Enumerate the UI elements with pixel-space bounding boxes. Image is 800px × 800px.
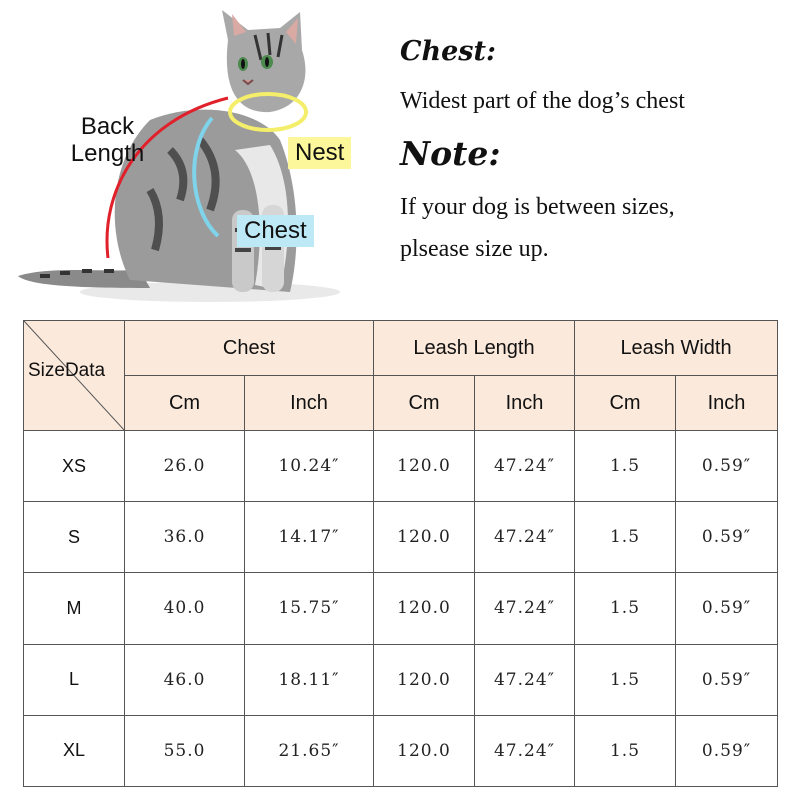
size-cell: XL	[24, 715, 125, 786]
group-header-chest: Chest	[125, 321, 374, 376]
table-row	[24, 431, 778, 502]
value-cell: 120.0	[374, 715, 475, 786]
value-cell: 15.75″	[245, 573, 374, 644]
back-length-label: Back Length	[70, 113, 145, 167]
size-cell: XS	[24, 431, 125, 502]
value-cell: 14.17″	[245, 502, 374, 573]
unit-header: Inch	[475, 376, 575, 431]
table-row	[24, 644, 778, 715]
value-cell: 26.0	[125, 431, 245, 502]
value-cell: 47.24″	[475, 644, 575, 715]
value-cell: 1.5	[575, 502, 676, 573]
unit-header: Cm	[125, 376, 245, 431]
size-table	[23, 320, 778, 787]
size-cell: M	[24, 573, 125, 644]
chest-label: Chest	[237, 215, 314, 247]
chest-heading: Chest:	[400, 36, 496, 67]
value-cell: 120.0	[374, 573, 475, 644]
unit-header: Inch	[676, 376, 778, 431]
value-cell: 40.0	[125, 573, 245, 644]
value-cell: 1.5	[575, 715, 676, 786]
value-cell: 47.24″	[475, 502, 575, 573]
value-cell: 47.24″	[475, 573, 575, 644]
size-cell: S	[24, 502, 125, 573]
value-cell: 21.65″	[245, 715, 374, 786]
value-cell: 18.11″	[245, 644, 374, 715]
value-cell: 36.0	[125, 502, 245, 573]
value-cell: 1.5	[575, 573, 676, 644]
value-cell: 0.59″	[676, 715, 778, 786]
note-line-1: If your dog is between sizes,	[400, 194, 675, 220]
table-row	[24, 502, 778, 573]
value-cell: 120.0	[374, 431, 475, 502]
unit-header: Cm	[575, 376, 676, 431]
table-row	[24, 715, 778, 786]
note-line-2: plsease size up.	[400, 236, 549, 262]
size-data-corner	[24, 321, 125, 431]
value-cell: 10.24″	[245, 431, 374, 502]
value-cell: 1.5	[575, 431, 676, 502]
value-cell: 120.0	[374, 644, 475, 715]
note-heading: Note:	[400, 134, 501, 173]
value-cell: 47.24″	[475, 431, 575, 502]
size-table-body	[24, 431, 778, 787]
value-cell: 120.0	[374, 502, 475, 573]
group-header-leash-length: Leash Length	[374, 321, 575, 376]
value-cell: 0.59″	[676, 431, 778, 502]
size-cell: L	[24, 644, 125, 715]
value-cell: 1.5	[575, 644, 676, 715]
value-cell: 47.24″	[475, 715, 575, 786]
unit-header: Cm	[374, 376, 475, 431]
group-header-leash-width: Leash Width	[575, 321, 778, 376]
value-cell: 55.0	[125, 715, 245, 786]
chest-description: Widest part of the dog’s chest	[400, 88, 685, 114]
value-cell: 46.0	[125, 644, 245, 715]
measurement-illustration	[0, 0, 400, 310]
value-cell: 0.59″	[676, 644, 778, 715]
value-cell: 0.59″	[676, 502, 778, 573]
corner-label: SizeData	[28, 360, 106, 381]
value-cell: 0.59″	[676, 573, 778, 644]
table-row	[24, 573, 778, 644]
unit-header: Inch	[245, 376, 374, 431]
nest-label: Nest	[288, 137, 351, 169]
